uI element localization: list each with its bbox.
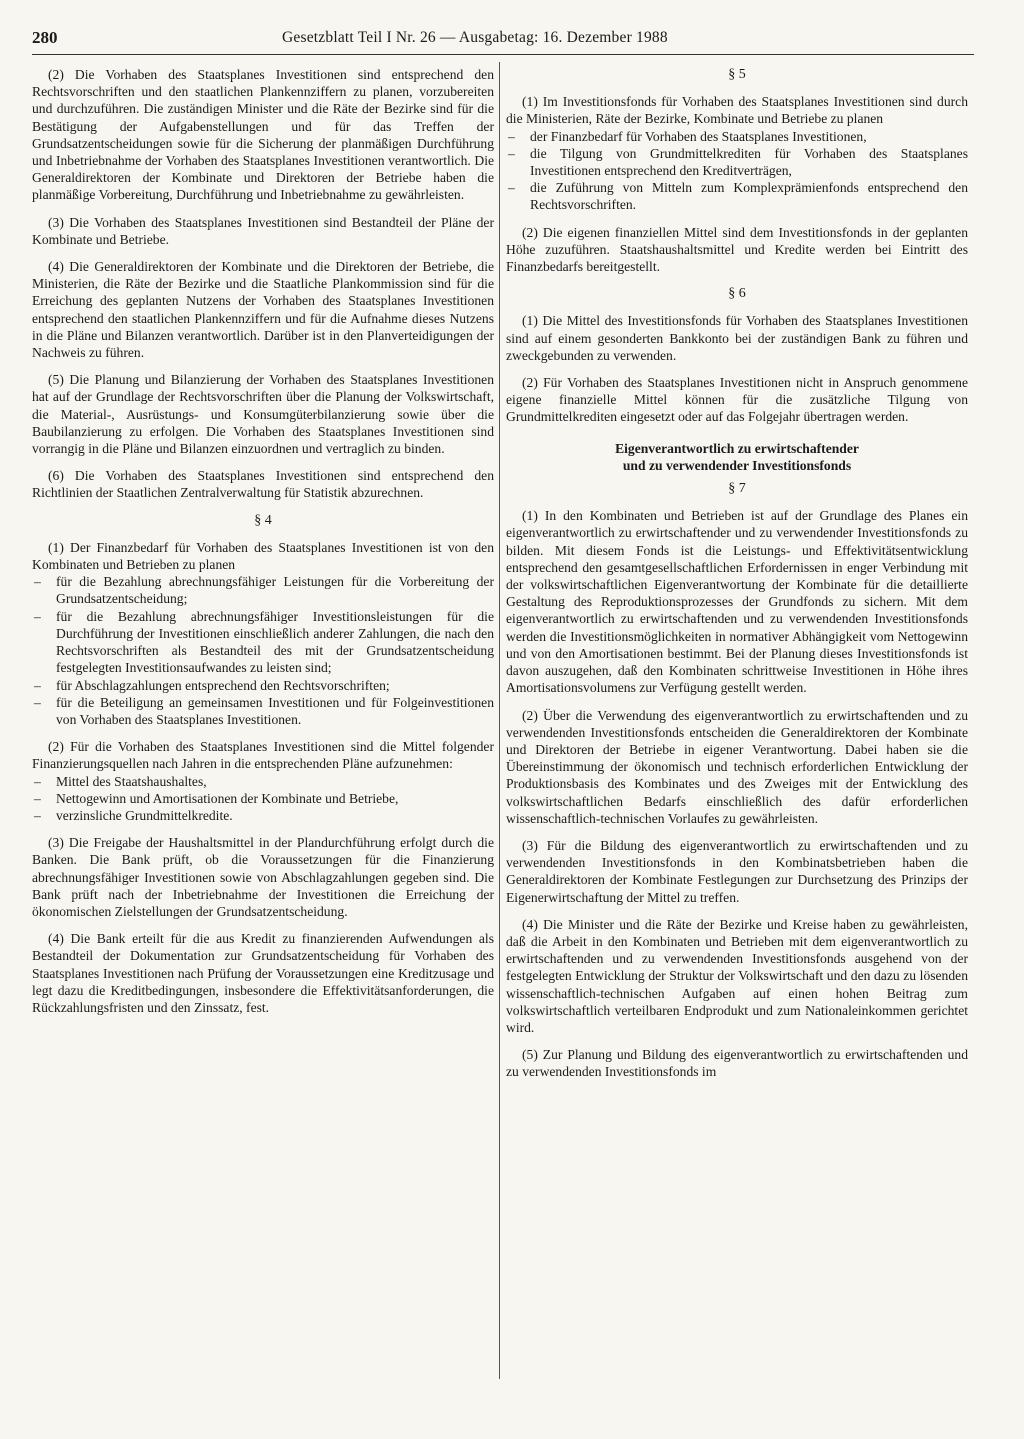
list [506, 128, 968, 214]
list-item: – für die Beteiligung an gemeinsamen Investitionen und für Folgeinvestitionen von Vorhaben des Staatsplanes Investitionen. [34, 694, 494, 727]
paragraph: (1) In den Kombinaten und Betrieben ist auf der Grundlage des Planes ein eigenverantwortlich zu erwirtschaftender und zu verwendender Investitionsfonds zu bilden. Mit diesem Fonds ist die Leistungs- und Effektivitätsentwicklung entsprechend den gesamtgesellschaftlichen Erfordernissen in enger Verbindung mit der volkswirtschaftlichen Eigenverantwortung der Kombinate für die detaillierte Gestaltung des Reproduktionsprozesses der Grundfonds zu sichern. Mit dem eigenverantwortlich zu erwirtschaftenden und zu verwendenden Investitionsfonds werden die Investitionsmöglichkeiten in normativer Abhängigkeit vom Nettogewinn und von den Amortisationen bestimmt. Bei der Planung dieses Investitionsfonds ist davon auszugehen, daß den Kombinaten schrittweise Investitionen in Höhe ihres Amortisationsvolumens zur Verfügung gestellt werden. [506, 508, 968, 696]
paragraph: (2) Die eigenen finanziellen Mittel sind dem Investitionsfonds in der geplanten Höhe zuzuführen. Staatshaushaltsmittel und Kredite werden bei Eintritt des Finanzbedarfs bereitgestellt. [506, 224, 968, 275]
paragraph: (1) Der Finanzbedarf für Vorhaben des Staatsplanes Investitionen ist von den Kombinaten und Betrieben zu planen [32, 539, 494, 573]
paragraph: (1) Die Mittel des Investitionsfonds für Vorhaben des Staatsplanes Investitionen sind auf einem gesonderten Bankkonto bei der zuständigen Bank zu führen und zweckgebunden zu verwenden. [506, 313, 968, 363]
list-item: – Nettogewinn und Amortisationen der Kombinate und Betriebe, [34, 790, 399, 806]
paragraph: (2) Über die Verwendung des eigenverantwortlich zu erwirtschaftenden und zu verwendenden Investitionsfonds entscheiden die Generaldirektoren der Kombinate und Direktoren der Betriebe in eigener Verantwortung. Dabei haben sie die Übereinstimmung der ökonomisch und technisch erforderlichen Entwicklung der Produktionsbasis des Kombinates und des Zweiges mit der Entwicklung des volkswirtschaftlichen Bedarfs einschließlich des dafür erforderlichen wissenschaftlich-technischen Vorlaufes zu gewährleisten. [506, 707, 968, 826]
paragraph: (4) Die Minister und die Räte der Bezirke und Kreise haben zu gewährleisten, daß die Arbeit in den Kombinaten und Betrieben mit dem eigenverantwortlich zu erwirtschaftenden und zu verwendenden Investitionsfonds ausgehend von der festgelegten Entwicklung der Struktur der Volkswirtschaft und den dazu zu lösenden wissenschaftlich-technischen Aufgaben auf einen hohen Beitrag zum volkswirtschaftlich verteilbaren Endprodukt und zum Nationaleinkommen gerichtet wird. [506, 916, 968, 1035]
list-item: – für die Bezahlung abrechnungsfähiger Investitionsleistungen für die Durchführung der Investitionen einschließlich anderer Zahlungen, die nach den Rechtsvorschriften als Bestandteil des mit der Grundsatzentscheidung festgelegten Investitionsaufwandes zu leisten sind; [34, 608, 494, 676]
paragraph: (3) Für die Bildung des eigenverantwortlich zu erwirtschaftenden und zu verwendenden Investitionsfonds in den Kombinatsbetrieben haben die Generaldirektoren der Kombinate Festlegungen zur Durchsetzung des Prinzips der Eigenerwirtschaftung der Mittel zu treffen. [506, 837, 968, 905]
paragraph: (5) Zur Planung und Bildung des eigenverantwortlich zu erwirtschaftenden und zu verwendenden Investitionsfonds im [506, 1047, 968, 1080]
gazette-title: Gesetzblatt Teil I Nr. 26 — Ausgabetag: 16. Dezember 1988 [282, 29, 668, 46]
section-number: § 7 [728, 481, 746, 497]
paragraph: (3) Die Vorhaben des Staatsplanes Investitionen sind Bestandteil der Pläne der Kombinate und Betriebe. [32, 214, 494, 247]
section-number: § 4 [254, 512, 272, 528]
section-number: § 5 [728, 67, 746, 82]
heading-line: Eigenverantwortlich zu erwirtschaftender [615, 440, 859, 456]
paragraph: (1) Im Investitionsfonds für Vorhaben des Staatsplanes Investitionen sind durch die Ministerien, Räte der Bezirke, Kombinate und Betriebe zu planen [506, 94, 968, 127]
left-column [32, 66, 494, 1026]
list-item: – verzinsliche Grundmittelkredite. [34, 807, 233, 823]
list [32, 573, 494, 728]
paragraph: (2) Für Vorhaben des Staatsplanes Investitionen nicht in Anspruch genommene eigene finanzielle Mittel können für die zusätzliche Tilgung von Grundmittelkrediten eingesetzt oder auf das Folgejahr übertragen werden. [506, 375, 968, 425]
list-item: – die Zuführung von Mitteln zum Komplexprämienfonds entsprechend den Rechtsvorschriften. [508, 180, 968, 213]
right-column [506, 66, 968, 1091]
paragraph: (4) Die Generaldirektoren der Kombinate und die Direktoren der Betriebe, die Ministerien, die Räte der Bezirke und die Staatliche Plankommission sind für die Erreichung des geplanten Nutzens der Vorhaben des Staatsplanes Investitionen entsprechend den staatlichen Plankennziffern und für die Aufnahme dieses Nutzens in die Pläne und Bilanzen verantwortlich. Darüber ist in den Planverteidigungen der Nachweis zu führen. [32, 259, 494, 361]
list-item: – für Abschlagzahlungen entsprechend den Rechtsvorschriften; [34, 677, 390, 693]
list-item: – für die Bezahlung abrechnungsfähiger Leistungen für die Vorbereitung der Grundsatzentscheidung; [34, 574, 494, 607]
section-heading [506, 440, 968, 474]
page-number: 280 [32, 28, 58, 47]
paragraph: (3) Die Freigabe der Haushaltsmittel in der Plandurchführung erfolgt durch die Banken. Die Bank prüft, ob die Voraussetzungen für die Finanzierung abrechnungsfähiger Investitionen sowie von Abschlagzahlungen gegeben sind. Die Bank prüft nach der Inbetriebnahme der Investitionen die Erreichung der ökonomischen Zielstellungen der Grundsatzentscheidung. [32, 835, 494, 919]
paragraph: (2) Für die Vorhaben des Staatsplanes Investitionen sind die Mittel folgender Finanzierungsquellen nach Jahren in die entsprechenden Pläne aufzunehmen: [32, 739, 494, 772]
list-item: – Mittel des Staatshaushaltes, [34, 773, 207, 789]
list [32, 773, 494, 825]
list-item: – der Finanzbedarf für Vorhaben des Staatsplanes Investitionen, [508, 128, 867, 144]
paragraph: (4) Die Bank erteilt für die aus Kredit zu finanzierenden Aufwendungen als Bestandteil der Dokumentation zur Grundsatzentscheidung für Vorhaben des Staatsplanes Investitionen nach Prüfung der Voraussetzungen eine Kreditzusage und legt dazu die Kreditbedingungen, insbesondere die Effektivitätsanforderungen, die Rückzahlungsfristen und den Zinssatz, fest. [32, 931, 494, 1015]
paragraph: (6) Die Vorhaben des Staatsplanes Investitionen sind entsprechend den Richtlinien der Staatlichen Zentralverwaltung für Statistik abzurechnen. [32, 468, 494, 501]
page-header [32, 28, 974, 55]
paragraph: (5) Die Planung und Bilanzierung der Vorhaben des Staatsplanes Investitionen hat auf der Grundlage der Rechtsvorschriften über die Planung der Volkswirtschaft, die Material-, Ausrüstungs- und Konsumgüterbilanzierung sowie über die Baubilanzierung zu erfolgen. Die Vorhaben des Staatsplanes Investitionen sind vorrangig in die Pläne und Bilanzen einzuordnen und vertraglich zu binden. [32, 372, 494, 457]
list-item: – die Tilgung von Grundmittelkrediten für Vorhaben des Staatsplanes Investitionen entsprechend den Kreditverträgen, [508, 145, 968, 179]
heading-line: und zu verwendender Investitionsfonds [622, 457, 852, 473]
section-number: § 6 [728, 286, 746, 302]
paragraph: (2) Die Vorhaben des Staatsplanes Investitionen sind entsprechend den Rechtsvorschriften und den staatlichen Plankennziffern zu planen, vorzubereiten und durchzuführen. Die zuständigen Minister und die Räte der Bezirke sind für die Bestätigung der Aufgabenstellungen und für das Treffen der Grundsatzentscheidungen sowie für die Sicherung der planmäßigen Durchführung und Inbetriebnahme der Vorhaben des Staatsplanes Investitionen verantwortlich. Die Generaldirektoren der Kombinate und Direktoren der Betriebe haben die planmäßige Vorbereitung, Durchführung und Inbetriebnahme zu gewährleisten. [32, 67, 494, 203]
column-divider [499, 62, 500, 1379]
